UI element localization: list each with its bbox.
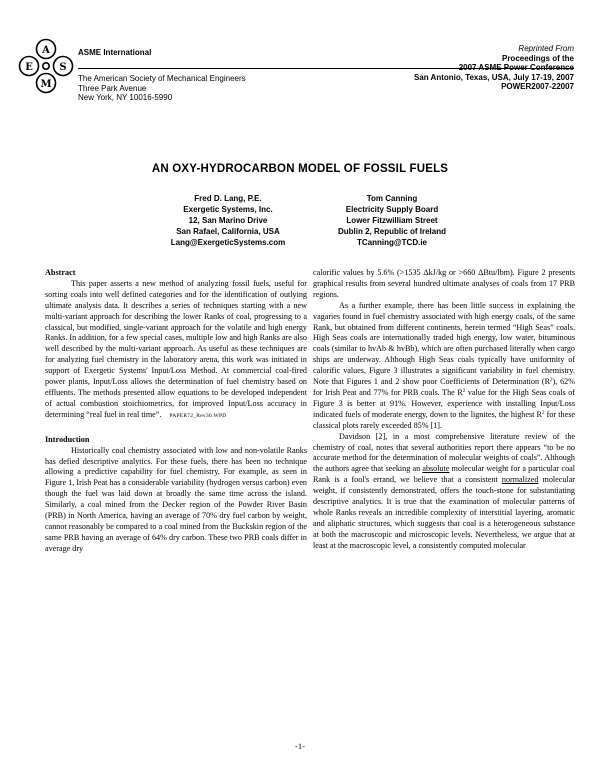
author-2-city: Dublin 2, Republic of Ireland [337, 227, 446, 236]
reprint-label: Reprinted From [518, 44, 574, 53]
logo-letter-top: A [42, 45, 50, 56]
logo-letter-left: E [25, 62, 33, 73]
underlined-normalized: normalized [501, 475, 539, 485]
right-paragraph-3: Davidson [2], in a most comprehensive literature review of the chemistry of coal, notes that several authorities report there appears “to be no accurate method for the determination of molecular weights of coals”. Although the authors agree that seeking an absolute molecular weight for a particular coal Rank is a fool's errand, we believe that a consistent normalized molecular weight, if consistently demonstrated, offers the touch-stone for substantiating descriptive analytics. It is true that the examination of molecular patterns of whole Ranks reveals an incredible complexity of interstitial layering, aromatic and aliphatic structures, which suggests that coal is a heterogeneous substance at both the macroscopic and microscopic levels. Nevertheless, we argue that at least at the macroscopic level, a consistently computed molecular [313, 431, 576, 550]
reprint-conference: 2007 ASME Power Conference [458, 63, 574, 73]
reprint-proceedings: Proceedings of the [501, 53, 574, 63]
right-paragraph-2: As a further example, there has been little success in explaining the vagaries found in fuel chemistry associated with high energy coals, of the same Rank, but obtained from different continents, herein termed “High Seas” coals. High Seas coals are internationally traded high energy, low water, bituminous coals (similar to hvAb & hvBb), which are often purchased literally when cargo ships are underway. Although High Seas coals typically have uniformity of calorific values, Figure 3 illustrates a significant variability in fuel chemistry. Note that Figures 1 and 2 show poor Coefficients of Determination $(R^2)$, 62% for Irish Peat and 77% for PRB coals. The $R^2$ value for the High Seas coals of Figure 3 is better at 91%. However, experience with installing Input/Loss indicated fuels of moderate energy, down to the lignites, the highest $R^2$ for these classical plots rarely exceeded 85% [1]. [313, 300, 575, 430]
abstract-heading: Abstract [45, 268, 76, 277]
author-1-name: Fred D. Lang, P.E. [194, 194, 262, 203]
org-address-line-2: Three Park Avenue [78, 83, 147, 93]
abstract-text [45, 279, 307, 422]
reprint-block [414, 44, 574, 92]
paper-code: PAPER72_Rev30.WPD [169, 412, 227, 419]
org-address [78, 74, 246, 103]
org-name: ASME International [78, 48, 152, 57]
author-1-city: San Rafael, California, USA [176, 227, 280, 236]
page-number: -1- [295, 741, 305, 751]
author-1-street: 12, San Marino Drive [188, 216, 268, 225]
abstract-body: This paper asserts a new method of analyzing fossil fuels, useful for sorting coals into well defined categories and for the identification of outlying ultimate analysis data. It describes a series of techniques starting with a new multi-variant approach for describing the lower Ranks of coal, progressing to a classical, but modified, single-variant approach for the volatile and high energy Ranks. In addition, for a few special cases, multiple low and high Ranks are also well described by the multi-variant approach. As useful as these techniques are for analyzing fuel chemistry in the laboratory arena, this work was initiated in support of Exergetic Systems' Input/Loss Method. At commercial coal-fired power plants, Input/Loss allows the determination of fuel chemistry based on effluents. The methods presented allow equations to be developed independent of actual combustion stoichiometrics, for improved Input/Loss accuracy in determining “real fuel in real time”. [45, 278, 307, 419]
author-block-2 [292, 193, 492, 248]
paper-title: AN OXY-HYDROCARBON MODEL OF FOSSIL FUELS [151, 163, 449, 175]
logo-letter-right: S [59, 62, 67, 73]
author-2-name: Tom Canning [366, 194, 418, 203]
author-2-street: Lower Fitzwilliam Street [346, 216, 438, 225]
introduction-heading: Introduction [45, 434, 90, 444]
author-1-company: Exergetic Systems, Inc. [183, 205, 273, 214]
reprint-paper-id: POWER2007-22007 [501, 82, 574, 92]
underlined-absolute: absolute [422, 464, 450, 474]
author-2-email[interactable]: TCanning@TCD.ie [356, 238, 428, 247]
logo-letter-bottom: M [40, 79, 52, 90]
introduction-text: Historically coal chemistry associated with low and non-volatile Ranks has defied descriptive analytics. For these fuels, there has been no technique allowing a predictive capability for fuel chemistry. For example, as seen in Figure 1, Irish Peat has a considerable variability (hydrogen versus carbon) even though the fuel was laid down at broadly the same time across the island. Similarly, a coal mined from the Decker region of the Powder River Basin (PRB) in North America, having an average of 70% dry fuel carbon by weight, cannot reasonably be compared to a coal mined from the Buckskin region of the same PRB having an average of 64% dry carbon. These two PRB coals differ in average dry [45, 445, 307, 553]
author-2-company: Electricity Supply Board [345, 205, 439, 214]
right-column [313, 268, 575, 552]
left-column [45, 268, 307, 555]
org-address-line-3: New York, NY 10016-5990 [78, 93, 173, 102]
org-address-line-1: The American Society of Mechanical Engineers [78, 74, 246, 83]
author-1-email[interactable]: Lang@ExergeticSystems.com [170, 238, 286, 247]
org-block [78, 48, 258, 58]
right-paragraph-1: calorific values by 5.6% (>1535 ΔkJ/kg or >660 ΔBtu/lbm). Figure 2 presents graphical results from several hundred ultimate analyses of coals from 17 PRB regions. [313, 268, 575, 299]
asme-logo [18, 38, 74, 94]
reprint-location-date: San Antonio, Texas, USA, July 17-19, 2007 [413, 72, 574, 82]
